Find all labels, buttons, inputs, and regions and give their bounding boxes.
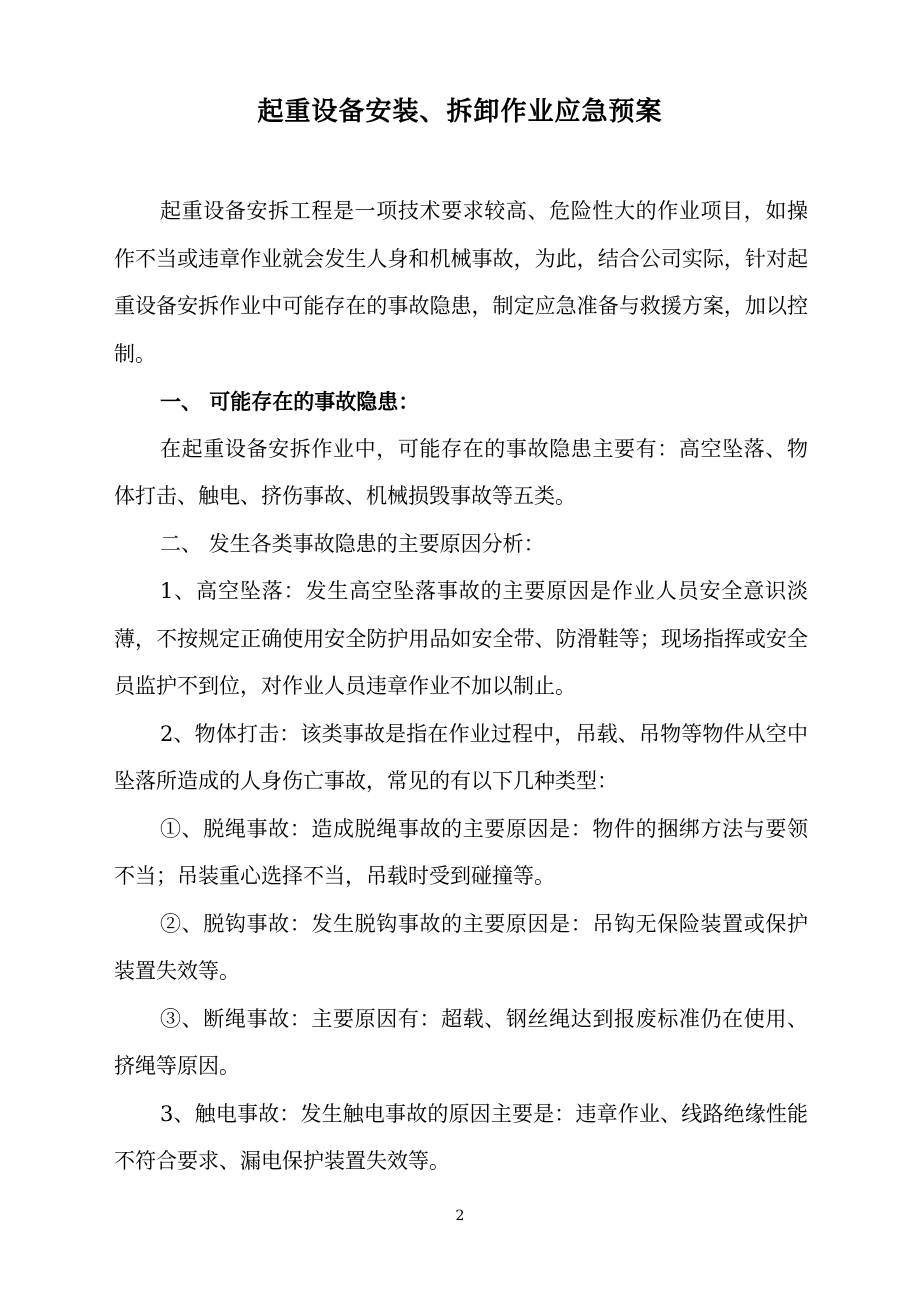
cause-electric-shock-paragraph: 3、触电事故：发生触电事故的原因主要是：违章作业、线路绝缘性能不符合要求、漏电保护装置失效等。 [114,1101,808,1173]
sub-cause-rope-break-paragraph: ③、断绳事故：主要原因有：超载、钢丝绳达到报废标准仍在使用、挤绳等原因。 [114,1006,808,1078]
section-heading-hazards: 一、 可能存在的事故隐患： [160,389,420,414]
cause-high-fall-paragraph: 1、高空坠落：发生高空坠落事故的主要原因是作业人员安全意识淡薄，不按规定正确使用安全防护用品如安全带、防滑鞋等；现场指挥或安全员监护不到位，对作业人员违章作业不加以制止。 [114,579,808,698]
cause-object-strike-paragraph: 2、物体打击：该类事故是指在作业过程中，吊载、吊物等物件从空中坠落所造成的人身伤亡事故，常见的有以下几种类型： [114,721,808,793]
page-number: 2 [455,1208,465,1224]
document-body [114,188,808,1186]
sub-cause-hook-slip-paragraph: ②、脱钩事故：发生脱钩事故的主要原因是：吊钩无保险装置或保护装置失效等。 [114,911,808,983]
hazards-paragraph: 在起重设备安拆作业中，可能存在的事故隐患主要有：高空坠落、物体打击、触电、挤伤事故、机械损毁事故等五类。 [114,436,808,508]
section-heading-causes: 二、 发生各类事故隐患的主要原因分析： [160,531,545,556]
document-title: 起重设备安装、拆卸作业应急预案 [257,97,663,127]
intro-paragraph: 起重设备安拆工程是一项技术要求较高、危险性大的作业项目，如操作不当或违章作业就会发生人身和机械事故，为此，结合公司实际，针对起重设备安拆作业中可能存在的事故隐患，制定应急准备与救援方案，加以控制。 [114,199,808,366]
sub-cause-rope-slip-paragraph: ①、脱绳事故：造成脱绳事故的主要原因是：物件的捆绑方法与要领不当；吊装重心选择不当，吊载时受到碰撞等。 [114,816,808,888]
